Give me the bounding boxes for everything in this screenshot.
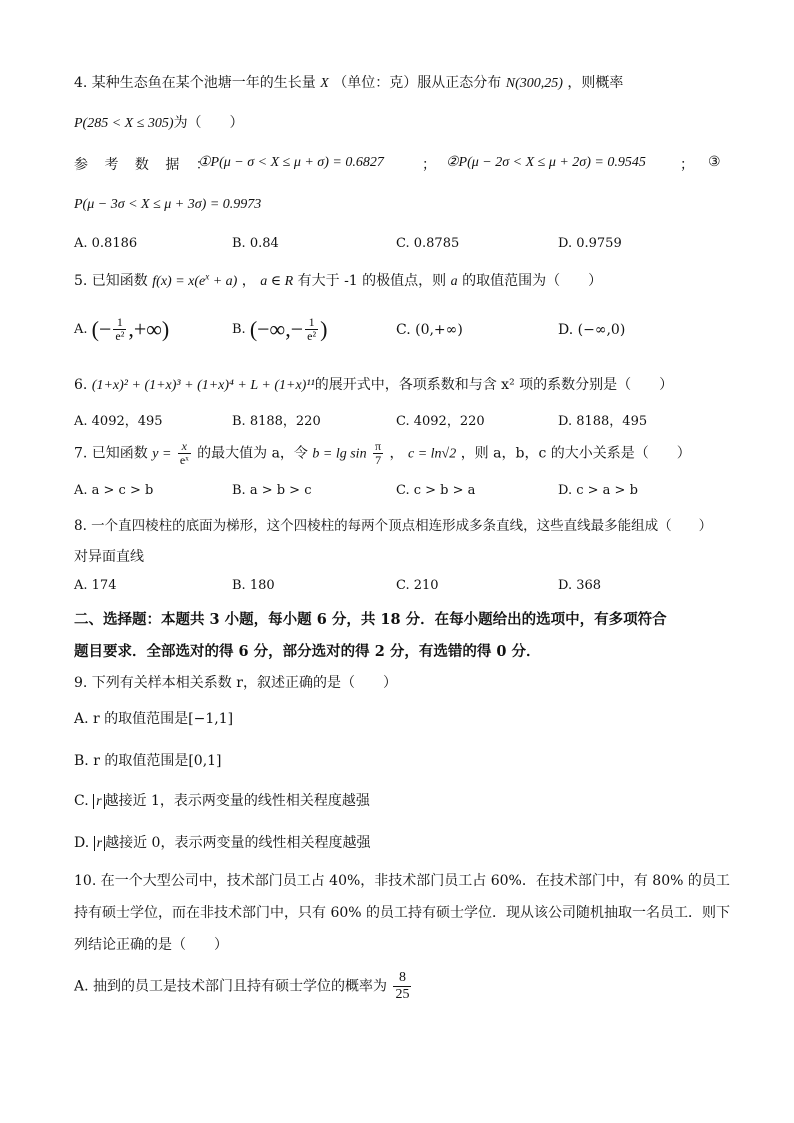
q5-option-c[interactable]: C. (0,+∞) xyxy=(396,322,463,338)
q5-func: f(x) = x(e xyxy=(152,274,206,289)
q6-option-c[interactable]: C. 4092，220 xyxy=(396,414,485,429)
q5-optA-num: 1 xyxy=(113,316,126,330)
q7-y: y = xyxy=(152,446,172,462)
q5-var-a: a xyxy=(450,274,458,289)
q4-text-c: ，则概率 xyxy=(567,75,624,91)
q7-frac xyxy=(178,440,191,467)
q9-optD-text: 越接近 0，表示两变量的线性相关程度越强 xyxy=(105,835,371,851)
q9-optD-label: D. xyxy=(74,835,90,851)
q6-option-d[interactable]: D. 8188，495 xyxy=(558,414,648,429)
q7-text-d: ，则 a，b，c 的大小关系是（ ） xyxy=(460,445,691,462)
q8-option-a[interactable]: A. 174 xyxy=(74,578,117,593)
q9-option-b[interactable]: B. r 的取值范围是[0,1] xyxy=(74,753,222,769)
q4-ref1: ①P(μ − σ < X ≤ μ + σ) = 0.6827 xyxy=(198,155,384,170)
q5-option-b[interactable] xyxy=(232,316,327,343)
q10-optA-text: A. 抽到的员工是技术部门且持有硕士学位的概率为 xyxy=(74,978,388,995)
q4-line1 xyxy=(74,72,623,92)
q7-num: x xyxy=(178,440,191,454)
q7-option-a[interactable]: A. a > c > b xyxy=(74,483,154,498)
q5-optB-label: B. xyxy=(232,322,246,337)
q7-stem xyxy=(74,440,691,467)
q9-option-d[interactable] xyxy=(74,832,370,852)
q7-pi-num: π xyxy=(375,439,382,453)
q7-option-d[interactable]: D. c > a > b xyxy=(558,483,638,498)
q5-func-sup: x xyxy=(205,271,210,282)
q6-option-b[interactable]: B. 8188，220 xyxy=(232,414,321,429)
q7-pi-den: 7 xyxy=(375,453,382,467)
q4-option-c[interactable]: C. 0.8785 xyxy=(396,236,460,251)
q4-option-d[interactable]: D. 0.9759 xyxy=(558,236,622,251)
q6-expr: (1+x)² + (1+x)³ + (1+x)⁴ + L + (1+x)¹¹ xyxy=(91,378,315,393)
q5-optA-frac xyxy=(113,316,126,343)
q4-normal-dist: N(300,25) xyxy=(505,76,563,91)
q4-ref-sep: ； xyxy=(422,157,436,173)
q4-paren: 为（ ） xyxy=(173,115,244,131)
q5-cond: a ∈ R xyxy=(260,274,294,289)
q8-option-c[interactable]: C. 210 xyxy=(396,578,439,593)
q5-optA-right: ,+∞) xyxy=(128,316,170,342)
q8-line1: 8. 一个直四棱柱的底面为梯形，这个四棱柱的每两个顶点相连形成多条直线，这些直线最多能组成（ ） xyxy=(74,518,713,534)
q9-optD-abs: r xyxy=(94,836,105,851)
q6-option-a[interactable]: A. 4092，495 xyxy=(74,414,163,429)
q5-func-end: + a) xyxy=(209,274,238,289)
q4-ref3: P(μ − 3σ < X ≤ μ + 3σ) = 0.9973 xyxy=(74,197,262,212)
q6-stem xyxy=(74,374,673,394)
q8-line2: 对异面直线 xyxy=(74,549,144,565)
q5-comma: ， xyxy=(241,273,256,289)
q10-optA-frac xyxy=(393,970,411,1003)
section2-line2: 题目要求．全部选对的得 6 分，部分选对的得 2 分，有选错的得 0 分． xyxy=(74,643,541,660)
q7-bdef: b = lg sin xyxy=(312,446,367,462)
q4-ref3-marker: ③ xyxy=(708,154,721,170)
q4-line2 xyxy=(74,112,244,132)
q7-option-b[interactable]: B. a > b > c xyxy=(232,483,312,498)
q10-option-a[interactable] xyxy=(74,970,413,1003)
q10-optA-den: 25 xyxy=(395,987,410,1002)
q10-line2: 持有硕士学位，而在非技术部门中，只有 60% 的员工持有硕士学位．现从该公司随机抽取一名员工．则下 xyxy=(74,905,731,921)
q10-line3: 列结论正确的是（ ） xyxy=(74,937,228,953)
q7-text-a: 7. 已知函数 xyxy=(74,445,148,462)
q7-comma: ， xyxy=(389,445,404,462)
q7-option-c[interactable]: C. c > b > a xyxy=(396,483,476,498)
q4-ref3-line xyxy=(74,196,261,213)
q5-option-d[interactable]: D. (−∞,0) xyxy=(558,322,626,338)
q9-option-a[interactable]: A. r 的取值范围是[−1,1] xyxy=(74,711,234,727)
q5-optB-left: (−∞,− xyxy=(249,316,304,342)
q5-optA-label: A. xyxy=(74,322,88,337)
q5-optB-num: 1 xyxy=(305,316,318,330)
q9-option-c[interactable] xyxy=(74,790,370,810)
q4-text-b: （单位：克）服从正态分布 xyxy=(333,75,502,91)
q9-optC-label: C. xyxy=(74,793,89,809)
q10-line1: 10. 在一个大型公司中，技术部门员工占 40%，非技术部门员工占 60%．在技术部门中，有 80% 的员工 xyxy=(74,873,730,889)
q5-optA-den: e² xyxy=(115,329,125,343)
q7-den: eˣ xyxy=(179,453,189,467)
q9-optC-abs: r xyxy=(93,794,104,809)
q4-var-x: X xyxy=(320,76,329,91)
q5-optB-right: ) xyxy=(320,316,328,342)
q8-option-d[interactable]: D. 368 xyxy=(558,578,602,593)
q5-text-a: 5. 已知函数 xyxy=(74,273,148,289)
q7-pi-frac xyxy=(373,440,383,467)
q5-optA-left: (− xyxy=(91,316,112,342)
q5-option-a[interactable] xyxy=(74,316,169,343)
q5-stem xyxy=(74,270,602,290)
q4-ref-line xyxy=(74,154,734,174)
q6-number: 6. xyxy=(74,377,92,393)
q10-optA-num: 8 xyxy=(393,970,411,987)
q4-option-b[interactable]: B. 0.84 xyxy=(232,236,279,251)
q5-text-c: 有大于 -1 的极值点，则 xyxy=(297,273,447,289)
q6-text: 的展开式中，各项系数和与含 x² 项的系数分别是（ ） xyxy=(314,377,674,393)
q5-optB-frac xyxy=(305,316,318,343)
q9-stem: 9. 下列有关样本相关系数 r，叙述正确的是（ ） xyxy=(74,675,397,691)
q4-ref2: ②P(μ − 2σ < X ≤ μ + 2σ) = 0.9545 xyxy=(446,155,646,170)
q4-probability: P(285 < X ≤ 305) xyxy=(74,116,174,131)
q5-text-d: 的取值范围为（ ） xyxy=(462,273,603,289)
q9-optC-text: 越接近 1，表示两变量的线性相关程度越强 xyxy=(104,793,370,809)
q5-optB-den: e² xyxy=(307,329,317,343)
q4-ref-sep2: ； xyxy=(680,157,694,173)
q7-cdef: c = ln√2 xyxy=(408,446,457,462)
q4-option-a[interactable]: A. 0.8186 xyxy=(74,236,138,251)
q7-text-b: 的最大值为 a，令 xyxy=(197,445,308,462)
q4-ref-label: 参 考 数 据 ： xyxy=(74,157,216,173)
q4-text-a: 4. 某种生态鱼在某个池塘一年的生长量 xyxy=(74,75,316,91)
section2-line1: 二、选择题：本题共 3 小题，每小题 6 分，共 18 分．在每小题给出的选项中，有多项符合 xyxy=(74,611,667,628)
q8-option-b[interactable]: B. 180 xyxy=(232,578,275,593)
